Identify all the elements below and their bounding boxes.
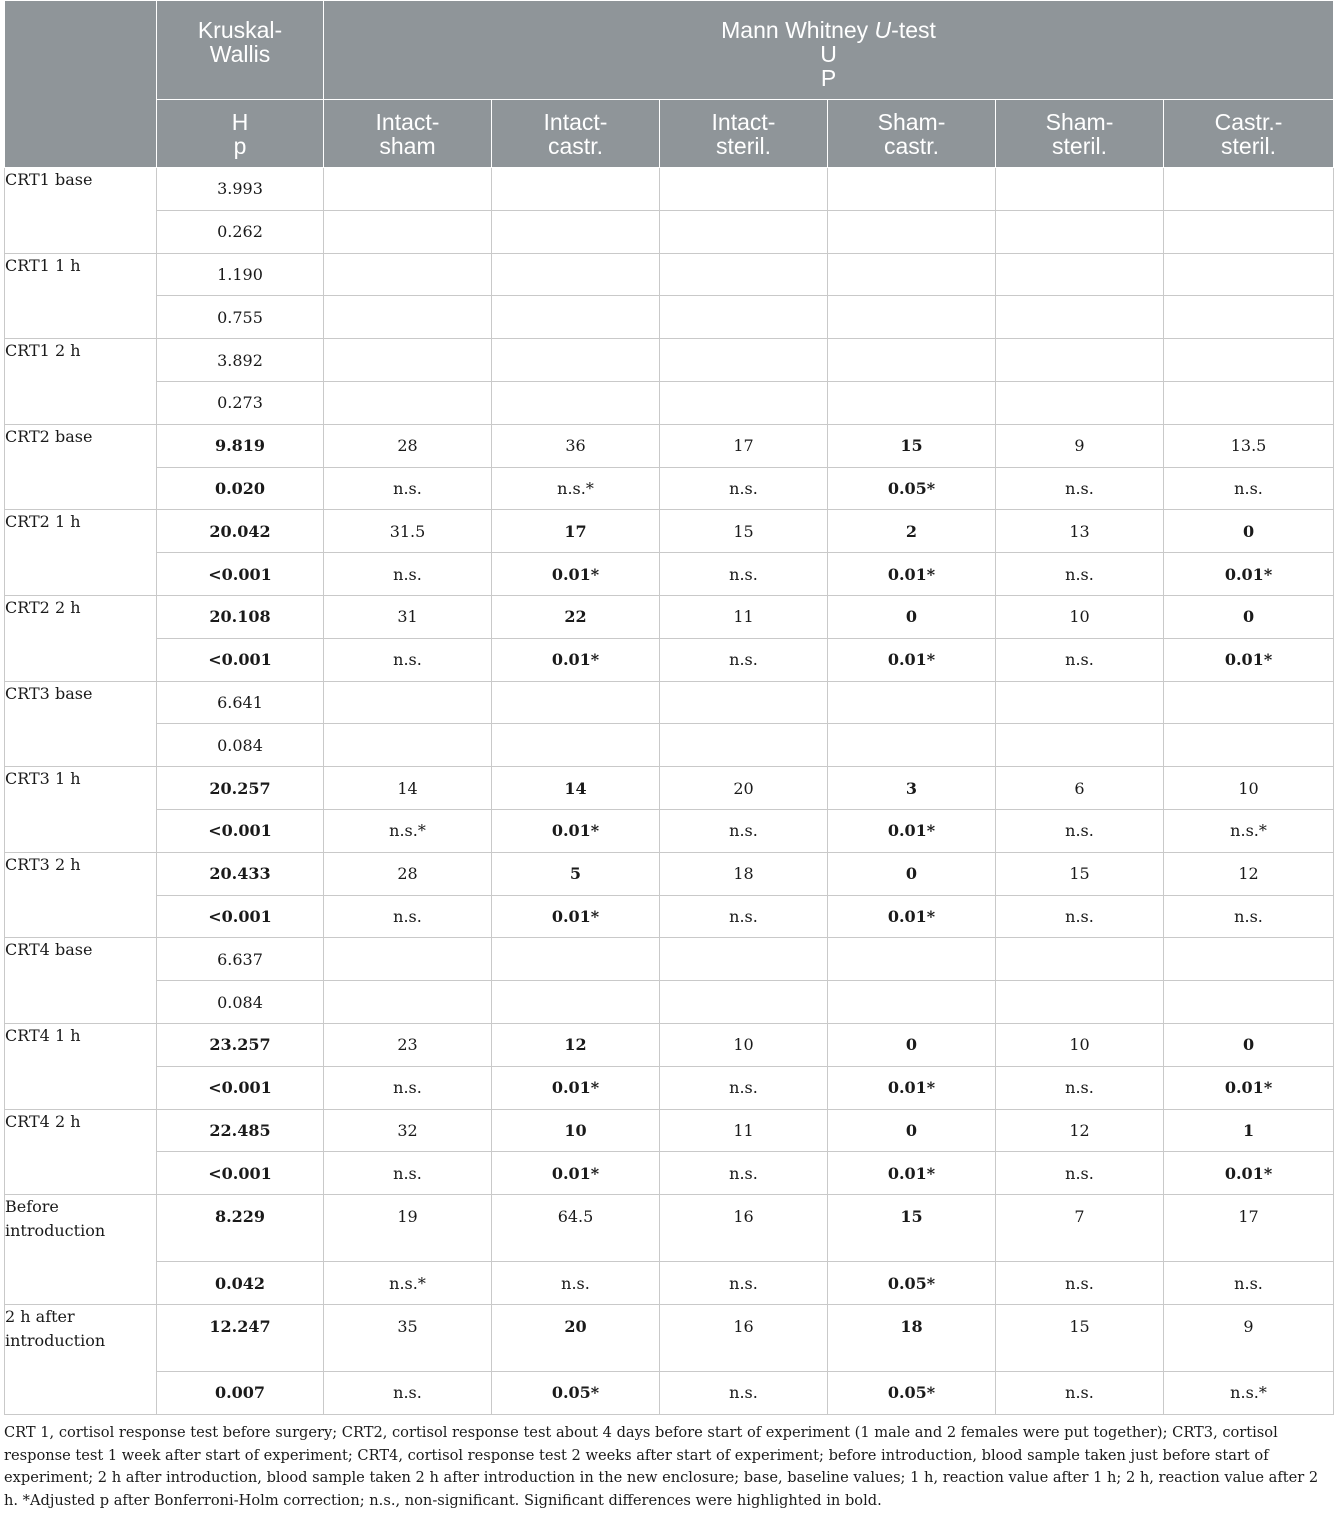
u-cell bbox=[660, 938, 828, 981]
p-cell bbox=[828, 981, 996, 1024]
u-cell: 16 bbox=[660, 1304, 828, 1371]
u-cell bbox=[324, 253, 492, 296]
u-cell: 31.5 bbox=[324, 510, 492, 553]
p-cell: 0.01* bbox=[1164, 1152, 1334, 1195]
p-cell bbox=[1164, 296, 1334, 339]
p-cell: n.s. bbox=[660, 1262, 828, 1305]
table-row bbox=[5, 553, 1334, 596]
table-row bbox=[5, 467, 1334, 510]
kw-p-value: 0.273 bbox=[157, 381, 324, 424]
kw-p-value: <0.001 bbox=[157, 638, 324, 681]
p-cell: n.s.* bbox=[324, 809, 492, 852]
p-cell bbox=[828, 724, 996, 767]
kw-title-line2: Wallis bbox=[209, 41, 271, 67]
row-label: CRT4 2 h bbox=[5, 1109, 157, 1195]
mann-whitney-header bbox=[324, 1, 1334, 100]
u-cell: 9 bbox=[996, 424, 1164, 467]
statistics-table bbox=[4, 0, 1334, 1415]
u-cell: 11 bbox=[660, 595, 828, 638]
u-cell: 17 bbox=[660, 424, 828, 467]
p-cell: 0.01* bbox=[828, 638, 996, 681]
u-cell: 14 bbox=[492, 767, 660, 810]
u-cell: 15 bbox=[996, 1304, 1164, 1371]
kw-h-value: 20.042 bbox=[157, 510, 324, 553]
p-cell bbox=[828, 381, 996, 424]
p-cell: 0.01* bbox=[828, 1066, 996, 1109]
kw-h-value: 23.257 bbox=[157, 1023, 324, 1066]
p-cell bbox=[1164, 381, 1334, 424]
p-cell: 0.01* bbox=[828, 809, 996, 852]
row-label: 2 h after introduction bbox=[5, 1304, 157, 1414]
table-row bbox=[5, 510, 1334, 553]
kw-h-value: 12.247 bbox=[157, 1304, 324, 1371]
p-cell: n.s.* bbox=[324, 1262, 492, 1305]
table-row bbox=[5, 1109, 1334, 1152]
u-cell bbox=[660, 253, 828, 296]
kw-title-line1: Kruskal- bbox=[197, 17, 283, 43]
table-footnote: CRT 1, cortisol response test before surgery; CRT2, cortisol response test about 4 days before start of experiment (1 male and 2 females were put together); CRT3, cortisol response test 1 week after start of experiment; CRT4, cortisol response test 2 weeks after start of experiment; before introduction, blood sample taken just before start of experiment; 2 h after introduction, blood sample taken 2 h after introduction in the new enclosure; base, baseline values; 1 h, reaction value after 1 h; 2 h, reaction value after 2 h. *Adjusted p after Bonferroni-Holm correction; n.s., non-significant. Significant differences were highlighted in bold. bbox=[4, 1424, 1319, 1509]
kw-p-value: 0.262 bbox=[157, 210, 324, 253]
p-cell bbox=[828, 296, 996, 339]
kw-p-value: 0.755 bbox=[157, 296, 324, 339]
table-row bbox=[5, 253, 1334, 296]
p-cell bbox=[660, 381, 828, 424]
p-cell bbox=[828, 210, 996, 253]
u-cell: 0 bbox=[1164, 595, 1334, 638]
col-header-castr-steril: Castr.- steril. bbox=[1164, 100, 1334, 168]
row-label: CRT4 base bbox=[5, 938, 157, 1024]
p-cell: n.s. bbox=[324, 1371, 492, 1414]
kw-p-value: <0.001 bbox=[157, 1152, 324, 1195]
p-cell: n.s. bbox=[996, 638, 1164, 681]
u-cell bbox=[492, 168, 660, 211]
u-cell bbox=[828, 938, 996, 981]
u-cell: 15 bbox=[996, 852, 1164, 895]
kw-p-value: <0.001 bbox=[157, 553, 324, 596]
kw-h-value: 8.229 bbox=[157, 1195, 324, 1262]
p-cell bbox=[324, 210, 492, 253]
kw-p-value: <0.001 bbox=[157, 1066, 324, 1109]
u-cell bbox=[660, 681, 828, 724]
table-row bbox=[5, 767, 1334, 810]
u-cell: 28 bbox=[324, 852, 492, 895]
p-cell bbox=[1164, 724, 1334, 767]
u-cell bbox=[492, 938, 660, 981]
u-cell bbox=[324, 681, 492, 724]
u-cell bbox=[1164, 253, 1334, 296]
p-cell bbox=[324, 296, 492, 339]
table-row bbox=[5, 895, 1334, 938]
table-row bbox=[5, 1262, 1334, 1305]
kw-stat-header bbox=[157, 100, 324, 168]
table-row bbox=[5, 424, 1334, 467]
table-row bbox=[5, 168, 1334, 211]
p-cell bbox=[492, 296, 660, 339]
u-cell: 12 bbox=[1164, 852, 1334, 895]
p-cell: n.s. bbox=[660, 553, 828, 596]
u-cell: 22 bbox=[492, 595, 660, 638]
table-row bbox=[5, 381, 1334, 424]
u-cell bbox=[324, 339, 492, 382]
kw-h-value: 1.190 bbox=[157, 253, 324, 296]
p-cell: n.s. bbox=[996, 553, 1164, 596]
table-row bbox=[5, 638, 1334, 681]
u-cell bbox=[996, 339, 1164, 382]
mw-title: Mann Whitney U-test bbox=[721, 17, 936, 43]
u-cell bbox=[828, 253, 996, 296]
row-label: Before introduction bbox=[5, 1195, 157, 1305]
p-cell bbox=[660, 724, 828, 767]
p-cell: n.s. bbox=[1164, 895, 1334, 938]
u-cell bbox=[492, 253, 660, 296]
p-cell: n.s. bbox=[996, 467, 1164, 510]
p-cell: n.s. bbox=[1164, 467, 1334, 510]
p-cell bbox=[1164, 210, 1334, 253]
u-cell: 10 bbox=[996, 1023, 1164, 1066]
p-cell bbox=[492, 981, 660, 1024]
u-cell: 15 bbox=[660, 510, 828, 553]
p-cell: 0.01* bbox=[492, 895, 660, 938]
u-cell: 32 bbox=[324, 1109, 492, 1152]
p-cell bbox=[324, 381, 492, 424]
p-cell: n.s. bbox=[660, 1371, 828, 1414]
table-row bbox=[5, 1304, 1334, 1371]
u-cell: 20 bbox=[660, 767, 828, 810]
p-cell: n.s. bbox=[996, 1152, 1164, 1195]
kw-p-value: 0.084 bbox=[157, 724, 324, 767]
p-cell bbox=[660, 210, 828, 253]
u-cell bbox=[996, 938, 1164, 981]
kw-p-value: 0.020 bbox=[157, 467, 324, 510]
p-cell: n.s.* bbox=[1164, 1371, 1334, 1414]
p-cell: 0.01* bbox=[828, 553, 996, 596]
kw-h-value: 6.641 bbox=[157, 681, 324, 724]
u-cell: 6 bbox=[996, 767, 1164, 810]
u-cell bbox=[996, 681, 1164, 724]
p-cell: n.s. bbox=[996, 895, 1164, 938]
table-row bbox=[5, 938, 1334, 981]
p-cell: n.s. bbox=[996, 1066, 1164, 1109]
p-cell: n.s. bbox=[324, 1066, 492, 1109]
mw-sub-u: U bbox=[820, 41, 837, 67]
kw-p-value: <0.001 bbox=[157, 809, 324, 852]
p-cell: n.s. bbox=[660, 638, 828, 681]
u-cell: 0 bbox=[1164, 510, 1334, 553]
u-cell: 13 bbox=[996, 510, 1164, 553]
p-cell bbox=[996, 210, 1164, 253]
row-label: CRT1 base bbox=[5, 168, 157, 254]
table-row bbox=[5, 852, 1334, 895]
col-header-intact-sham: Intact- sham bbox=[324, 100, 492, 168]
p-cell: 0.05* bbox=[492, 1371, 660, 1414]
kw-p-value: 0.007 bbox=[157, 1371, 324, 1414]
row-label: CRT1 1 h bbox=[5, 253, 157, 339]
kw-p-value: <0.001 bbox=[157, 895, 324, 938]
u-cell bbox=[996, 168, 1164, 211]
u-cell: 0 bbox=[828, 852, 996, 895]
p-cell: n.s. bbox=[324, 467, 492, 510]
kruskal-wallis-header bbox=[157, 1, 324, 100]
u-cell: 19 bbox=[324, 1195, 492, 1262]
table-row bbox=[5, 1066, 1334, 1109]
kw-h-value: 9.819 bbox=[157, 424, 324, 467]
corner-header bbox=[5, 1, 157, 168]
kw-h-value: 22.485 bbox=[157, 1109, 324, 1152]
u-cell: 15 bbox=[828, 424, 996, 467]
row-label: CRT2 2 h bbox=[5, 595, 157, 681]
p-cell: 0.05* bbox=[828, 1371, 996, 1414]
p-cell: n.s. bbox=[996, 809, 1164, 852]
table-row bbox=[5, 981, 1334, 1024]
p-cell: n.s. bbox=[660, 895, 828, 938]
u-cell: 64.5 bbox=[492, 1195, 660, 1262]
u-cell: 10 bbox=[1164, 767, 1334, 810]
table-row bbox=[5, 809, 1334, 852]
u-cell: 17 bbox=[1164, 1195, 1334, 1262]
p-cell: n.s. bbox=[996, 1371, 1164, 1414]
p-cell: n.s.* bbox=[1164, 809, 1334, 852]
p-cell bbox=[996, 381, 1164, 424]
kw-p-value: 0.042 bbox=[157, 1262, 324, 1305]
kw-p-value: 0.084 bbox=[157, 981, 324, 1024]
table-row bbox=[5, 339, 1334, 382]
u-cell: 36 bbox=[492, 424, 660, 467]
u-cell: 17 bbox=[492, 510, 660, 553]
p-cell: 0.01* bbox=[1164, 638, 1334, 681]
mw-sub-p: P bbox=[820, 65, 837, 91]
u-cell: 23 bbox=[324, 1023, 492, 1066]
u-cell bbox=[660, 339, 828, 382]
u-cell: 31 bbox=[324, 595, 492, 638]
u-cell: 13.5 bbox=[1164, 424, 1334, 467]
u-cell: 35 bbox=[324, 1304, 492, 1371]
u-cell: 3 bbox=[828, 767, 996, 810]
u-cell bbox=[1164, 168, 1334, 211]
u-cell: 0 bbox=[828, 595, 996, 638]
p-cell bbox=[660, 981, 828, 1024]
row-label: CRT3 2 h bbox=[5, 852, 157, 938]
p-cell bbox=[996, 724, 1164, 767]
u-cell: 12 bbox=[996, 1109, 1164, 1152]
p-cell bbox=[1164, 981, 1334, 1024]
u-cell bbox=[1164, 339, 1334, 382]
u-cell bbox=[324, 938, 492, 981]
u-cell bbox=[828, 168, 996, 211]
table-row bbox=[5, 1371, 1334, 1414]
u-cell: 11 bbox=[660, 1109, 828, 1152]
u-cell bbox=[492, 339, 660, 382]
u-cell: 9 bbox=[1164, 1304, 1334, 1371]
u-cell bbox=[660, 168, 828, 211]
u-cell: 0 bbox=[828, 1109, 996, 1152]
row-label: CRT3 base bbox=[5, 681, 157, 767]
row-label: CRT4 1 h bbox=[5, 1023, 157, 1109]
u-cell: 0 bbox=[1164, 1023, 1334, 1066]
p-cell: n.s.* bbox=[492, 467, 660, 510]
p-cell bbox=[660, 296, 828, 339]
p-cell: n.s. bbox=[324, 1152, 492, 1195]
u-cell bbox=[1164, 681, 1334, 724]
table-row bbox=[5, 1195, 1334, 1262]
kw-h-value: 20.108 bbox=[157, 595, 324, 638]
p-cell bbox=[324, 724, 492, 767]
p-cell: 0.01* bbox=[492, 809, 660, 852]
p-cell: n.s. bbox=[492, 1262, 660, 1305]
p-cell: 0.01* bbox=[1164, 553, 1334, 596]
p-cell: 0.05* bbox=[828, 1262, 996, 1305]
col-header-intact-castr: Intact- castr. bbox=[492, 100, 660, 168]
u-cell: 10 bbox=[660, 1023, 828, 1066]
kw-h-value: 20.433 bbox=[157, 852, 324, 895]
p-cell bbox=[492, 210, 660, 253]
p-cell: n.s. bbox=[324, 553, 492, 596]
table-row bbox=[5, 681, 1334, 724]
u-cell: 18 bbox=[660, 852, 828, 895]
p-cell: n.s. bbox=[660, 809, 828, 852]
table-row bbox=[5, 724, 1334, 767]
p-cell bbox=[492, 381, 660, 424]
p-cell: 0.01* bbox=[1164, 1066, 1334, 1109]
p-cell: 0.01* bbox=[828, 895, 996, 938]
u-cell: 28 bbox=[324, 424, 492, 467]
p-cell: n.s. bbox=[996, 1262, 1164, 1305]
u-cell: 20 bbox=[492, 1304, 660, 1371]
p-cell: n.s. bbox=[1164, 1262, 1334, 1305]
p-cell bbox=[996, 981, 1164, 1024]
u-cell bbox=[492, 681, 660, 724]
p-cell: 0.01* bbox=[492, 1066, 660, 1109]
p-cell: 0.01* bbox=[492, 638, 660, 681]
col-header-intact-steril: Intact- steril. bbox=[660, 100, 828, 168]
col-header-sham-castr: Sham- castr. bbox=[828, 100, 996, 168]
row-label: CRT2 base bbox=[5, 424, 157, 510]
u-cell: 1 bbox=[1164, 1109, 1334, 1152]
kw-sub-h: H bbox=[231, 108, 249, 135]
u-cell bbox=[996, 253, 1164, 296]
p-cell: n.s. bbox=[324, 895, 492, 938]
u-cell bbox=[324, 168, 492, 211]
u-cell: 0 bbox=[828, 1023, 996, 1066]
p-cell: 0.01* bbox=[492, 553, 660, 596]
u-cell: 7 bbox=[996, 1195, 1164, 1262]
kw-h-value: 3.993 bbox=[157, 168, 324, 211]
kw-sub-p: p bbox=[233, 132, 247, 159]
u-cell: 18 bbox=[828, 1304, 996, 1371]
p-cell: n.s. bbox=[324, 638, 492, 681]
table-row bbox=[5, 296, 1334, 339]
kw-h-value: 6.637 bbox=[157, 938, 324, 981]
table-row bbox=[5, 595, 1334, 638]
u-cell: 10 bbox=[492, 1109, 660, 1152]
row-label: CRT2 1 h bbox=[5, 510, 157, 596]
p-cell: n.s. bbox=[660, 1152, 828, 1195]
p-cell: 0.01* bbox=[828, 1152, 996, 1195]
kw-h-value: 20.257 bbox=[157, 767, 324, 810]
p-cell: n.s. bbox=[660, 1066, 828, 1109]
p-cell: 0.05* bbox=[828, 467, 996, 510]
p-cell: n.s. bbox=[660, 467, 828, 510]
p-cell bbox=[324, 981, 492, 1024]
u-cell: 16 bbox=[660, 1195, 828, 1262]
col-header-sham-steril: Sham- steril. bbox=[996, 100, 1164, 168]
p-cell bbox=[492, 724, 660, 767]
u-cell bbox=[828, 339, 996, 382]
u-cell: 14 bbox=[324, 767, 492, 810]
p-cell bbox=[996, 296, 1164, 339]
u-cell: 5 bbox=[492, 852, 660, 895]
u-cell bbox=[1164, 938, 1334, 981]
table-row bbox=[5, 1023, 1334, 1066]
row-label: CRT1 2 h bbox=[5, 339, 157, 425]
table-row bbox=[5, 210, 1334, 253]
p-cell: 0.01* bbox=[492, 1152, 660, 1195]
table-row bbox=[5, 1152, 1334, 1195]
u-cell: 2 bbox=[828, 510, 996, 553]
u-cell: 10 bbox=[996, 595, 1164, 638]
u-cell: 15 bbox=[828, 1195, 996, 1262]
row-label: CRT3 1 h bbox=[5, 767, 157, 853]
u-cell: 12 bbox=[492, 1023, 660, 1066]
kw-h-value: 3.892 bbox=[157, 339, 324, 382]
u-cell bbox=[828, 681, 996, 724]
